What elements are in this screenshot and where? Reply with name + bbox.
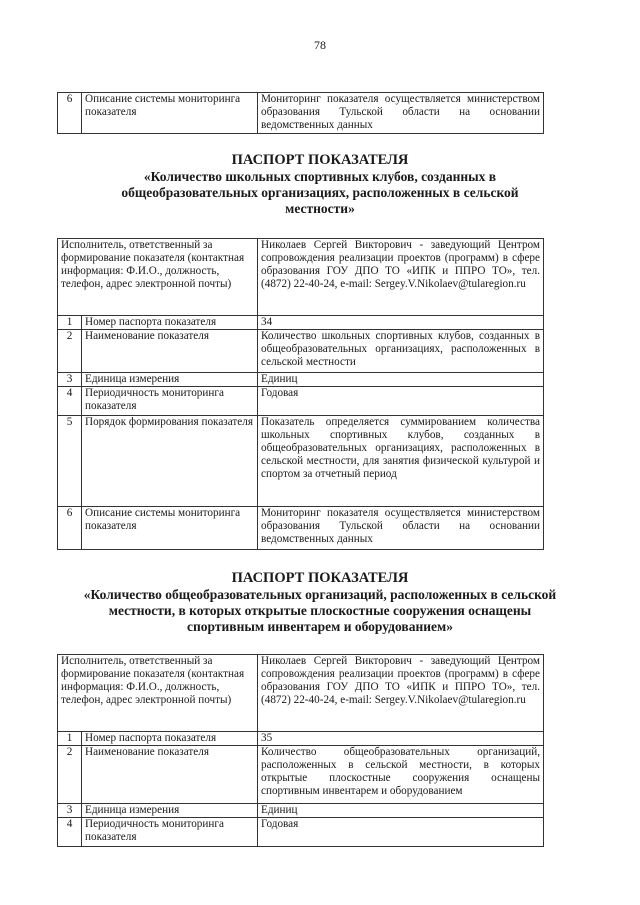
table-row [58, 746, 544, 804]
table-row [58, 330, 544, 373]
row-number: 6 [58, 507, 82, 550]
row-value: Единиц [258, 373, 544, 387]
page-number: 78 [314, 38, 326, 52]
row-value: Единиц [258, 804, 544, 818]
row-label: Периодичность мониторинга показателя [82, 818, 258, 847]
row-value: Годовая [258, 387, 544, 416]
row-value: Годовая [258, 818, 544, 847]
contact-value: Николаев Сергей Викторович - заведующий Центром сопровождения реализации проектов (программ) в сфере образования ГОУ ДПО ТО «ИПК и ППРО ТО», тел. (4872) 22-40-24, e-mail: Sergey.V.Nikolaev@tularegion.ru [258, 239, 544, 316]
table-row [58, 655, 544, 732]
passport2-heading: ПАСПОРТ ПОКАЗАТЕЛЯ [231, 570, 409, 586]
row-label: Периодичность мониторинга показателя [82, 387, 258, 416]
table-row [58, 387, 544, 416]
row-number: 1 [58, 316, 82, 330]
passport2-table [57, 654, 544, 847]
table-row [58, 93, 544, 134]
passport1-title [60, 152, 580, 217]
row-label: Описание системы мониторинга показателя [82, 93, 258, 134]
row-value: Мониторинг показателя осуществляется министерством образования Тульской области на основании ведомственных данных [258, 507, 544, 550]
table-row [58, 818, 544, 847]
row-number: 5 [58, 416, 82, 507]
table-row [58, 507, 544, 550]
table-row [58, 373, 544, 387]
row-number: 3 [58, 373, 82, 387]
contact-label: Исполнитель, ответственный за формирование показателя (контактная информация: Ф.И.О., должность, телефон, адрес электронной почты) [58, 655, 258, 732]
row-number: 4 [58, 818, 82, 847]
row-value: Количество общеобразовательных организаций, расположенных в сельской местности, в которых открытые плоскостные сооружения оснащены спортивным инвентарем и оборудованием [258, 746, 544, 804]
contact-label: Исполнитель, ответственный за формирование показателя (контактная информация: Ф.И.О., должность, телефон, адрес электронной почты) [58, 239, 258, 316]
row-value: 35 [258, 732, 544, 746]
row-value: 34 [258, 316, 544, 330]
passport2-title [60, 570, 580, 635]
table-row [58, 732, 544, 746]
passport1-subtitle: «Количество школьных спортивных клубов, созданных в общеобразовательных организациях, расположенных в сельской местности» [121, 169, 519, 216]
table-row [58, 416, 544, 507]
row-label: Номер паспорта показателя [82, 732, 258, 746]
continuation-table [57, 92, 544, 134]
row-label: Номер паспорта показателя [82, 316, 258, 330]
row-label: Порядок формирования показателя [82, 416, 258, 507]
row-label: Единица измерения [82, 373, 258, 387]
row-value: Мониторинг показателя осуществляется министерством образования Тульской области на основании ведомственных данных [258, 93, 544, 134]
contact-value: Николаев Сергей Викторович - заведующий Центром сопровождения реализации проектов (программ) в сфере образования ГОУ ДПО ТО «ИПК и ППРО ТО», тел. (4872) 22-40-24, e-mail: Sergey.V.Nikolaev@tularegion.ru [258, 655, 544, 732]
table-row [58, 239, 544, 316]
row-number: 3 [58, 804, 82, 818]
row-number: 6 [58, 93, 82, 134]
passport1-table [57, 238, 544, 550]
table-row [58, 804, 544, 818]
row-value: Количество школьных спортивных клубов, созданных в общеобразовательных организациях, расположенных в сельской местности [258, 330, 544, 373]
row-number: 2 [58, 746, 82, 804]
row-label: Наименование показателя [82, 746, 258, 804]
row-value: Показатель определяется суммированием количества школьных спортивных клубов, созданных в общеобразовательных организациях, расположенных в сельской местности, для занятия физической культурой и спортом за отчетный период [258, 416, 544, 507]
row-number: 1 [58, 732, 82, 746]
row-label: Наименование показателя [82, 330, 258, 373]
row-number: 4 [58, 387, 82, 416]
passport2-subtitle: «Количество общеобразовательных организаций, расположенных в сельской местности, в которых открытые плоскостные сооружения оснащены спортивным инвентарем и оборудованием» [83, 587, 557, 634]
passport1-heading: ПАСПОРТ ПОКАЗАТЕЛЯ [231, 152, 409, 168]
row-label: Описание системы мониторинга показателя [82, 507, 258, 550]
row-label: Единица измерения [82, 804, 258, 818]
row-number: 2 [58, 330, 82, 373]
table-row [58, 316, 544, 330]
